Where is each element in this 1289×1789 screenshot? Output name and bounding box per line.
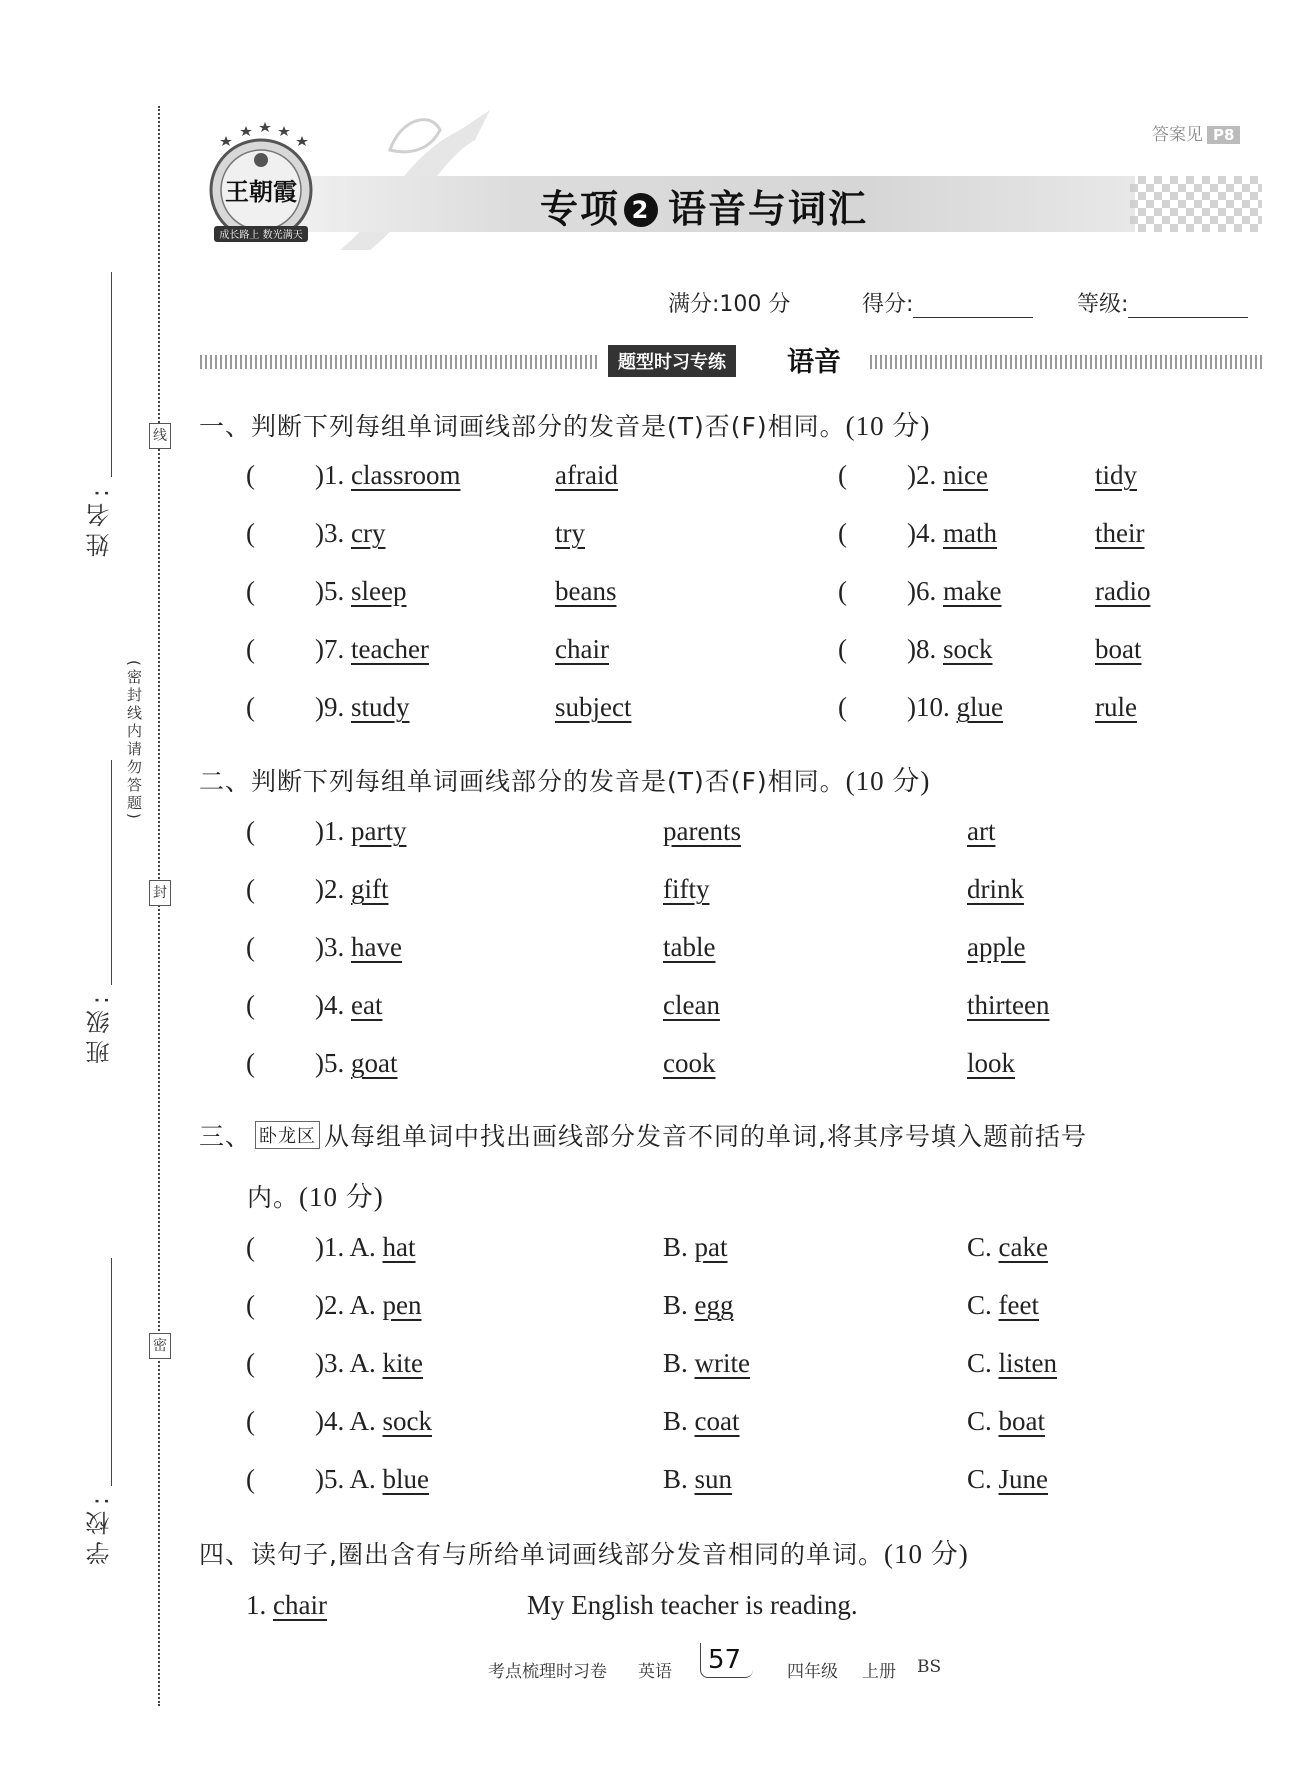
grade-blank[interactable] bbox=[1128, 295, 1248, 318]
band-rule-left bbox=[200, 355, 598, 369]
q4-item-1-sentence[interactable]: My English teacher is reading. bbox=[527, 1590, 858, 1620]
q1-points: (10 分) bbox=[845, 411, 931, 441]
q2-points: (10 分) bbox=[845, 766, 931, 796]
q1-item-5[interactable]: ( )5. sleep bbox=[246, 576, 407, 606]
q1-item-10[interactable]: ( )10. glue bbox=[838, 692, 1003, 722]
q2-item-5-c: look bbox=[967, 1048, 1016, 1078]
q2-item-3-b: table bbox=[663, 932, 716, 962]
q3-item-1-b: B. pat bbox=[663, 1232, 728, 1262]
grade-label: 等级: bbox=[1077, 292, 1129, 317]
q1-item-2-b: tidy bbox=[1095, 460, 1138, 490]
q4-heading-text: 四、读句子,圈出含有与所给单词画线部分发音相同的单词。 bbox=[199, 1540, 884, 1569]
q3-points: (10 分) bbox=[299, 1182, 384, 1212]
q2-item-5[interactable]: ( )5. goat bbox=[246, 1048, 398, 1078]
q2-item-2-b: fifty bbox=[663, 874, 710, 904]
q3-item-2-c: C. feet bbox=[967, 1290, 1039, 1320]
logo-slogan: 成长路上 数光满天 bbox=[219, 230, 303, 241]
q2-heading bbox=[199, 759, 930, 798]
q3-item-4-c: C. boat bbox=[967, 1406, 1046, 1436]
q3-item-4[interactable]: ( )4. A. sock bbox=[246, 1406, 433, 1436]
score-label: 得分: bbox=[862, 292, 914, 317]
full-score: 满分:100 分 bbox=[668, 292, 791, 317]
q2-item-4[interactable]: ( )4. eat bbox=[246, 990, 383, 1020]
title-name: 语音与词汇 bbox=[668, 187, 869, 231]
q3-item-3[interactable]: ( )3. A. kite bbox=[246, 1348, 424, 1378]
name-label: 姓名: bbox=[86, 483, 114, 558]
q4-heading bbox=[199, 1532, 969, 1571]
q3-item-5-c: C. June bbox=[967, 1464, 1049, 1494]
q2-heading-text: 二、判断下列每组单词画线部分的发音是(T)否(F)相同。 bbox=[199, 767, 846, 796]
band-rule-right bbox=[870, 355, 1262, 369]
q3-item-4-b: B. coat bbox=[663, 1406, 740, 1436]
seal-mark-feng: 封 bbox=[149, 880, 171, 906]
q3-heading-text: 从每组单词中找出画线部分发音不同的单词,将其序号填入题前括号 bbox=[324, 1122, 1087, 1151]
q3-heading-text-2: 内。 bbox=[247, 1183, 300, 1212]
q3-item-2-b: B. egg bbox=[663, 1290, 734, 1320]
footer-series: 考点梳理时习卷 bbox=[488, 1662, 607, 1682]
q3-item-1-c: C. cake bbox=[967, 1232, 1048, 1262]
q1-item-6-b: radio bbox=[1095, 576, 1151, 606]
q3-item-1[interactable]: ( )1. A. hat bbox=[246, 1232, 416, 1262]
brand-logo bbox=[200, 118, 322, 248]
q3-heading-cont bbox=[247, 1175, 384, 1214]
q3-item-5-b: B. sun bbox=[663, 1464, 733, 1494]
q3-region: 卧龙区 bbox=[255, 1121, 320, 1149]
dotted-binding-line bbox=[158, 106, 160, 1706]
q1-item-8[interactable]: ( )8. sock bbox=[838, 634, 993, 664]
q2-item-4-b: clean bbox=[663, 990, 720, 1020]
binding-note: (密封线内请勿答题) bbox=[125, 660, 143, 822]
q1-item-5-b: beans bbox=[555, 576, 617, 606]
page-number: 57 bbox=[708, 1645, 742, 1675]
q1-item-1-b: afraid bbox=[555, 460, 618, 490]
q1-item-10-b: rule bbox=[1095, 692, 1137, 722]
q1-heading bbox=[199, 404, 930, 443]
q1-item-9-b: subject bbox=[555, 692, 632, 722]
q3-item-3-c: C. listen bbox=[967, 1348, 1058, 1378]
q3-item-5[interactable]: ( )5. A. blue bbox=[246, 1464, 430, 1494]
q2-item-3-c: apple bbox=[967, 932, 1026, 962]
q2-item-1[interactable]: ( )1. party bbox=[246, 816, 407, 846]
footer-subject: 英语 bbox=[638, 1662, 672, 1682]
school-line bbox=[111, 1258, 112, 1486]
q3-heading bbox=[199, 1117, 1087, 1153]
q1-item-7[interactable]: ( )7. teacher bbox=[246, 634, 429, 664]
q2-item-1-c: art bbox=[967, 816, 996, 846]
q1-item-2[interactable]: ( )2. nice bbox=[838, 460, 988, 490]
q2-item-3[interactable]: ( )3. have bbox=[246, 932, 402, 962]
footer-edition: BS bbox=[917, 1657, 942, 1677]
school-label: 学校: bbox=[86, 1491, 114, 1566]
title-number: 2 bbox=[624, 193, 658, 227]
q3-item-2[interactable]: ( )2. A. pen bbox=[246, 1290, 422, 1320]
class-label: 班级: bbox=[86, 990, 114, 1065]
q2-item-1-b: parents bbox=[663, 816, 741, 846]
q2-item-2-c: drink bbox=[967, 874, 1024, 904]
q4-item-1: 1. chair bbox=[246, 1590, 327, 1620]
q1-item-9[interactable]: ( )9. study bbox=[246, 692, 410, 722]
seal-mark-mi: 密 bbox=[149, 1333, 171, 1359]
q1-item-8-b: boat bbox=[1095, 634, 1142, 664]
class-line bbox=[111, 760, 112, 985]
q3-prefix: 三、 bbox=[199, 1122, 252, 1151]
q1-item-1[interactable]: ( )1. classroom bbox=[246, 460, 461, 490]
q4-points: (10 分) bbox=[883, 1539, 969, 1569]
answer-ref-label: 答案见 bbox=[1152, 125, 1203, 145]
q1-item-3[interactable]: ( )3. cry bbox=[246, 518, 386, 548]
seal-mark-xian: 线 bbox=[149, 423, 171, 449]
checker-decoration bbox=[1130, 176, 1262, 232]
answer-ref-page: P8 bbox=[1207, 126, 1240, 144]
title-prefix: 专项 bbox=[540, 187, 621, 231]
q1-item-4[interactable]: ( )4. math bbox=[838, 518, 997, 548]
q1-item-4-b: their bbox=[1095, 518, 1145, 548]
q2-item-2[interactable]: ( )2. gift bbox=[246, 874, 389, 904]
footer-grade: 四年级 bbox=[787, 1662, 838, 1682]
q2-item-5-b: cook bbox=[663, 1048, 716, 1078]
q1-item-3-b: try bbox=[555, 518, 585, 548]
footer-volume: 上册 bbox=[862, 1662, 896, 1682]
q1-item-6[interactable]: ( )6. make bbox=[838, 576, 1002, 606]
q3-item-3-b: B. write bbox=[663, 1348, 750, 1378]
grade-field[interactable] bbox=[1077, 287, 1248, 318]
logo-brand-text: 王朝霞 bbox=[225, 177, 297, 206]
q1-heading-text: 一、判断下列每组单词画线部分的发音是(T)否(F)相同。 bbox=[199, 412, 846, 441]
score-blank[interactable] bbox=[913, 295, 1033, 318]
q1-item-7-b: chair bbox=[555, 634, 609, 664]
answer-reference bbox=[1152, 120, 1240, 145]
q2-item-4-c: thirteen bbox=[967, 990, 1050, 1020]
score-field[interactable] bbox=[862, 287, 1033, 318]
page-title bbox=[540, 178, 868, 233]
section-title: 语音 bbox=[787, 347, 841, 378]
section-tag: 题型时习专练 bbox=[608, 345, 736, 377]
name-line bbox=[111, 272, 112, 477]
